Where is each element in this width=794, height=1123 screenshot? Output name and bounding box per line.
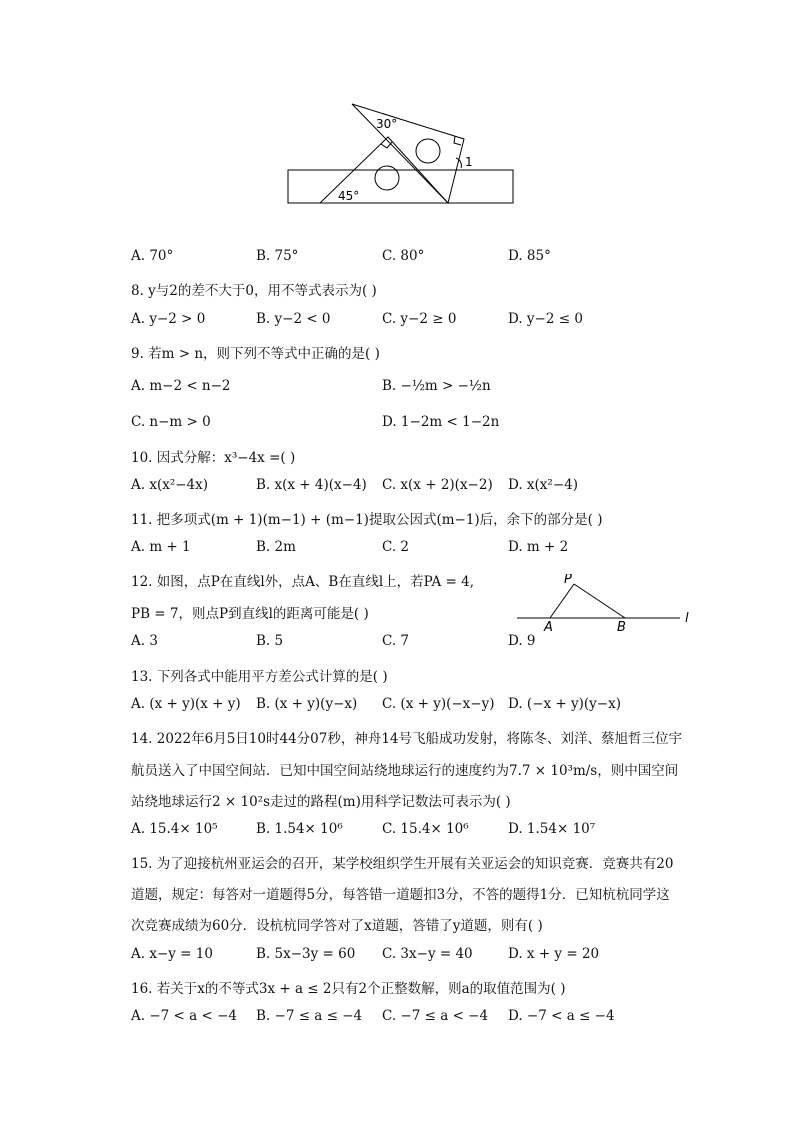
circle-hole-1 (416, 139, 440, 163)
q13-option-d: D. (−x + y)(y−x) (508, 696, 621, 712)
angle-label-45: 45° (338, 189, 360, 203)
q12-stem-2: PB = 7，则点P到直线l的距离可能是( ) (131, 606, 369, 622)
q12-option-d: D. 9 (508, 633, 536, 649)
q13-option-b: B. (x + y)(y−x) (256, 696, 358, 712)
q11-option-a: A. m + 1 (131, 539, 191, 555)
q10-option-a: A. x(x²−4x) (131, 477, 209, 493)
q12-stem-1: 12. 如图，点P在直线l外，点A、B在直线l上，若PA = 4, (131, 574, 475, 590)
q11-stem: 11. 把多项式(m + 1)(m−1) + (m−1)提取公因式(m−1)后，余下的部分是( ) (131, 512, 603, 528)
label-b: B (617, 620, 626, 634)
label-p: P (564, 574, 572, 587)
q15-option-c: C. 3x−y = 40 (382, 946, 473, 962)
q7-option-a: A. 70° (131, 248, 174, 264)
q12-option-b: B. 5 (256, 633, 284, 649)
q9-option-d: D. 1−2m < 1−2n (382, 414, 500, 430)
q16-option-c: C. −7 ≤ a < −4 (382, 1008, 489, 1024)
q12-option-c: C. 7 (382, 633, 410, 649)
q15-option-d: D. x + y = 20 (508, 946, 600, 962)
q8-stem: 8. y与2的差不大于0，用不等式表示为( ) (131, 283, 377, 299)
q12-option-a: A. 3 (131, 633, 158, 649)
segment-pb (574, 584, 625, 618)
q7-option-b: B. 75° (256, 248, 299, 264)
q15-stem-2: 道题，规定：每答对一道题得5分，每答错一道题扣3分，不答的题得1分．已知杭杭同学这 (131, 887, 670, 903)
q15-option-a: A. x−y = 10 (131, 946, 213, 962)
q13-option-c: C. (x + y)(−x−y) (382, 696, 495, 712)
segment-pa (550, 584, 574, 618)
q13-stem: 13. 下列各式中能用平方差公式计算的是( ) (131, 669, 388, 685)
q15-stem-3: 次竞赛成绩为60分．设杭杭同学答对了x道题，答错了y道题，则有( ) (131, 918, 543, 934)
ruler-rect (288, 170, 513, 203)
q8-option-a: A. y−2 > 0 (131, 311, 206, 327)
q11-option-d: D. m + 2 (508, 539, 569, 555)
q14-option-d: D. 1.54× 10⁷ (508, 821, 596, 837)
q8-option-d: D. y−2 ≤ 0 (508, 311, 583, 327)
q8-option-c: C. y−2 ≥ 0 (382, 311, 457, 327)
q14-stem-1: 14. 2022年6月5日10时44分07秒，神舟14号飞船成功发射，将陈冬、刘洋、蔡旭哲三位宇 (131, 731, 683, 747)
q10-option-b: B. x(x + 4)(x−4) (256, 477, 367, 493)
q16-option-b: B. −7 ≤ a ≤ −4 (256, 1008, 363, 1024)
q7-option-d: D. 85° (508, 248, 551, 264)
q11-option-c: C. 2 (382, 539, 410, 555)
q13-option-a: A. (x + y)(x + y) (131, 696, 241, 712)
angle-label-30: 30° (376, 117, 398, 131)
label-l: l (685, 611, 689, 626)
q11-option-b: B. 2m (256, 539, 296, 555)
triangle-ruler-figure (0, 0, 794, 230)
q8-option-b: B. y−2 < 0 (256, 311, 331, 327)
q16-stem: 16. 若关于x的不等式3x + a ≤ 2只有2个正整数解，则a的取值范围为( ) (131, 981, 566, 997)
q14-stem-3: 站绕地球运行2 × 10²s走过的路程(m)用科学记数法可表示为( ) (131, 794, 511, 810)
q9-option-b: B. −½m > −½n (382, 378, 491, 394)
label-a: A (544, 620, 553, 634)
q7-option-c: C. 80° (382, 248, 425, 264)
q15-stem-1: 15. 为了迎接杭州亚运会的召开，某学校组织学生开展有关亚运会的知识竞赛．竞赛共有20 (131, 856, 674, 872)
q10-stem: 10. 因式分解：x³−4x =( ) (131, 450, 296, 466)
q16-option-a: A. −7 < a < −4 (131, 1008, 237, 1024)
q10-option-d: D. x(x²−4) (508, 477, 578, 493)
q16-option-d: D. −7 < a ≤ −4 (508, 1008, 615, 1024)
q10-option-c: C. x(x + 2)(x−2) (382, 477, 493, 493)
triangle-30 (352, 104, 464, 203)
q9-option-a: A. m−2 < n−2 (131, 378, 231, 394)
q9-option-c: C. n−m > 0 (131, 414, 211, 430)
q14-option-a: A. 15.4× 10⁵ (131, 821, 218, 837)
q14-option-b: B. 1.54× 10⁶ (256, 821, 343, 837)
q14-stem-2: 航员送入了中国空间站．已知中国空间站绕地球运行的速度约为7.7 × 10³m/s，则中国空间 (131, 763, 679, 779)
angle-label-1: 1 (465, 155, 473, 169)
q9-stem: 9. 若m > n，则下列不等式中正确的是( ) (131, 346, 380, 362)
point-line-figure (510, 574, 710, 634)
q14-option-c: C. 15.4× 10⁶ (382, 821, 469, 837)
q15-option-b: B. 5x−3y = 60 (256, 946, 356, 962)
